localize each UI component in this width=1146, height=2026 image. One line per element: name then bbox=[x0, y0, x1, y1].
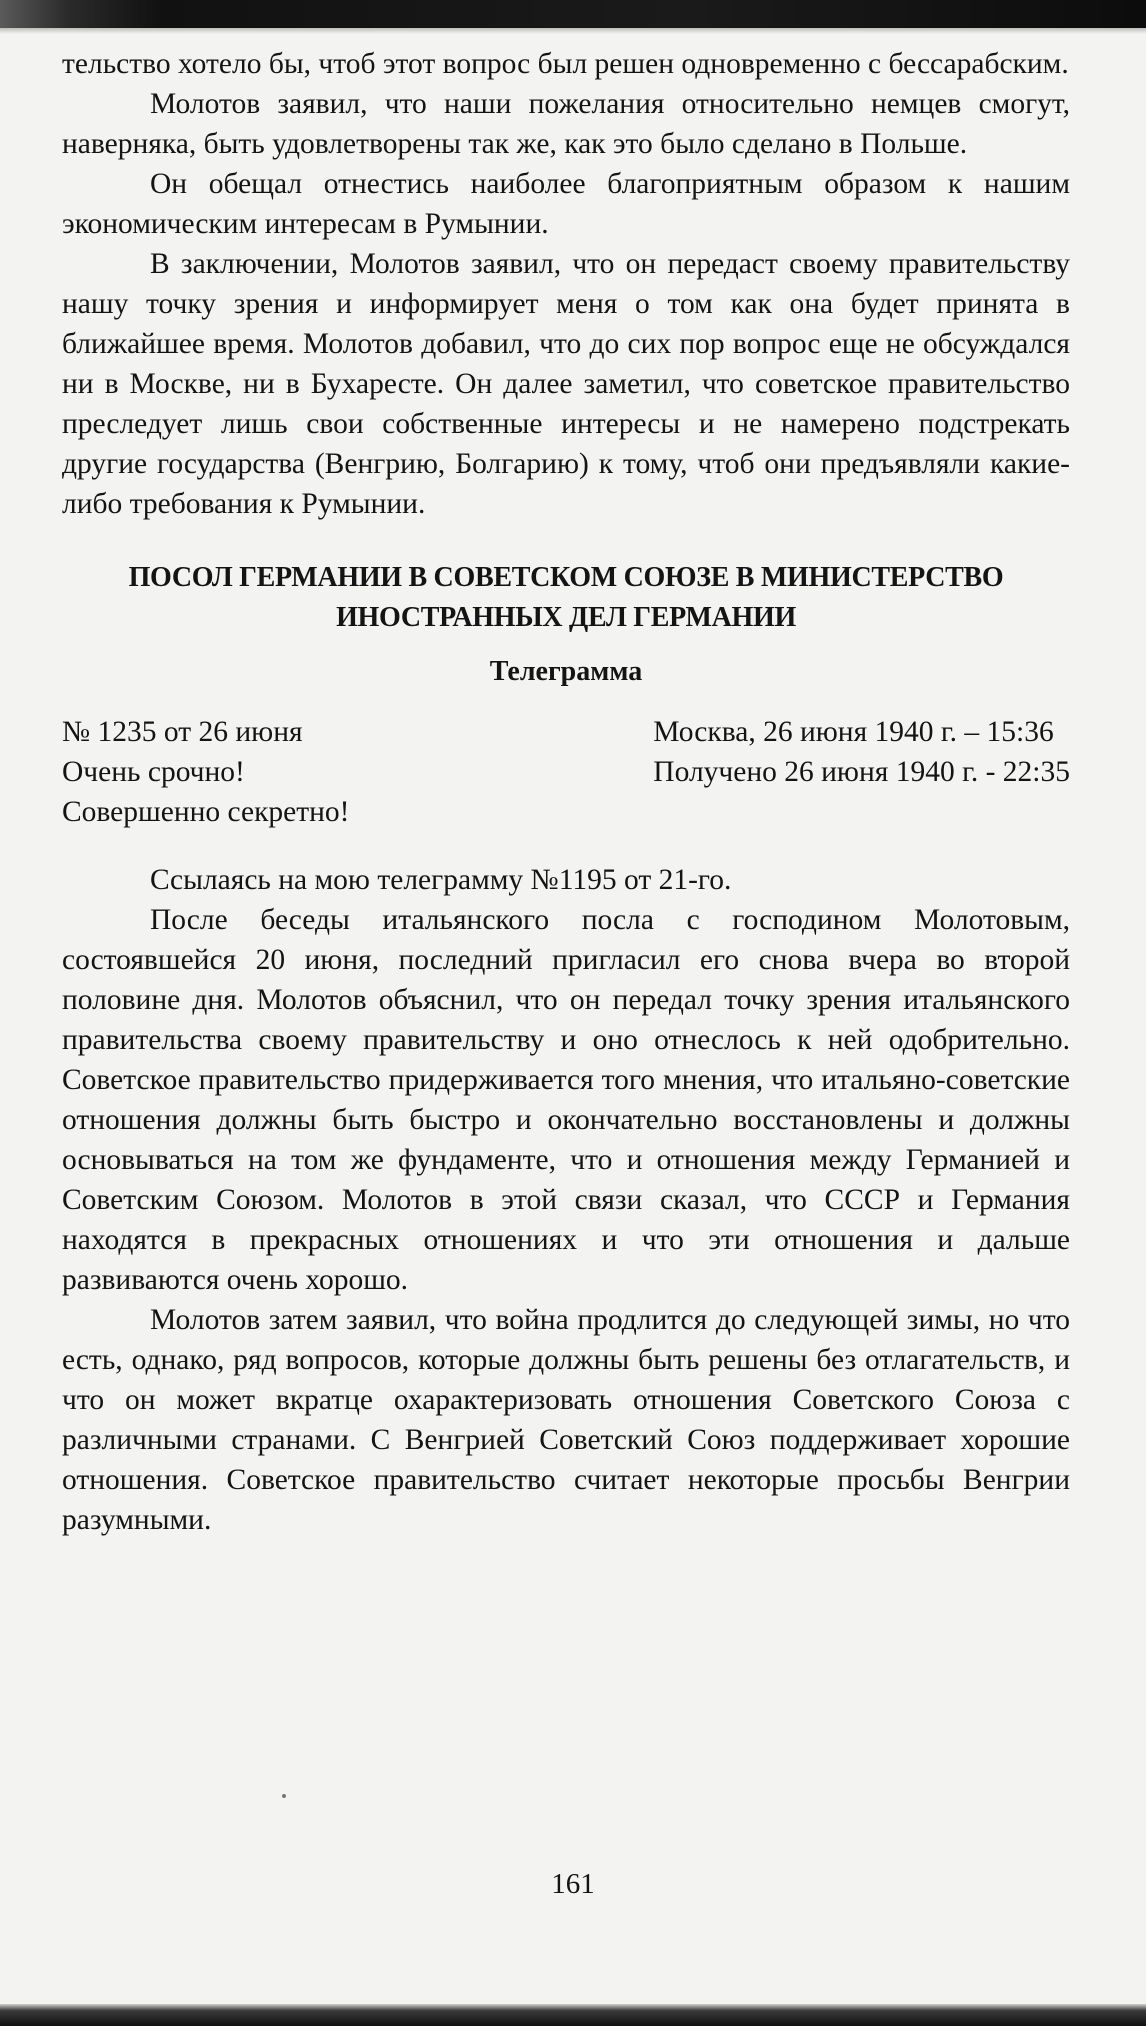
scan-top-shadow bbox=[0, 28, 1146, 34]
paragraph: Молотов заявил, что наши пожелания относительно немцев смогут, наверняка, быть удовлетворены так же, как это было сделано в Польше. bbox=[62, 88, 1070, 160]
paragraph: После беседы итальянского посла с господином Молотовым, состоявшейся 20 июня, последний пригласил его снова вчера во второй половине дня. Молотов объяснил, что он передал точку зрения итальянского правительства своему правительству и оно отнеслось к ней одобрительно. Советское правительство придерживается того мнения, что итальяно-советские отношения должны быть быстро и окончательно восстановлены и должны основываться на том же фундаменте, что и отношения между Германией и Советским Союзом. Молотов в этой связи сказал, что СССР и Германия находятся в прекрасных отношениях и что эти отношения и дальше развиваются очень хорошо. bbox=[62, 904, 1070, 1296]
scan-top-border bbox=[0, 0, 1146, 30]
received-timestamp: Получено 26 июня 1940 г. - 22:35 bbox=[653, 756, 1070, 788]
document-page bbox=[62, 44, 1070, 1540]
heading-line: ПОСОЛ ГЕРМАНИИ В СОВЕТСКОМ СОЮЗЕ В МИНИСТЕРСТВО bbox=[128, 562, 1004, 593]
reference-line: Ссылаясь на мою телеграмму №1195 от 21-го. bbox=[150, 864, 732, 896]
scan-speck bbox=[282, 1794, 286, 1798]
urgency-mark: Очень срочно! bbox=[62, 756, 245, 788]
scan-bottom-border bbox=[0, 2004, 1146, 2026]
sent-timestamp: Москва, 26 июня 1940 г. – 15:36 bbox=[653, 716, 1054, 748]
paragraph: Молотов затем заявил, что война продлится до следующей зимы, но что есть, однако, ряд вопросов, которые должны быть решены без отлагательств, и что он может вкратце охарактеризовать отношения Советского Союза с различными странами. С Венгрией Советский Союз поддерживает хорошие отношения. Советское правительство считает некоторые просьбы Венгрии разумными. bbox=[62, 1304, 1070, 1536]
paragraph: Он обещал отнестись наиболее благоприятным образом к нашим экономическим интересам в Румынии. bbox=[62, 168, 1070, 240]
telegram-number: № 1235 от 26 июня bbox=[62, 716, 303, 748]
continued-paragraph: тельство хотело бы, чтоб этот вопрос был решен одновременно с бессарабским. bbox=[62, 48, 1069, 80]
telegram-timestamps bbox=[653, 712, 1070, 832]
telegram-metadata bbox=[62, 712, 1070, 832]
heading-line: ИНОСТРАННЫХ ДЕЛ ГЕРМАНИИ bbox=[336, 602, 796, 633]
telegram-classification bbox=[62, 712, 350, 832]
section-heading bbox=[62, 558, 1070, 638]
page-number: 161 bbox=[551, 1868, 595, 1900]
secrecy-mark: Совершенно секретно! bbox=[62, 796, 350, 828]
paragraph: В заключении, Молотов заявил, что он передаст своему правительству нашу точку зрения и информирует меня о том как она будет принята в ближайшее время. Молотов добавил, что до сих пор вопрос еще не обсуждался ни в Москве, ни в Бухаресте. Он далее заметил, что советское правительство преследует лишь свои собственные интересы и не намерено подстрекать другие государства (Венгрию, Болгарию) к тому, чтоб они предъявляли какие-либо требования к Румынии. bbox=[62, 248, 1070, 520]
document-type: Телеграмма bbox=[489, 656, 643, 687]
